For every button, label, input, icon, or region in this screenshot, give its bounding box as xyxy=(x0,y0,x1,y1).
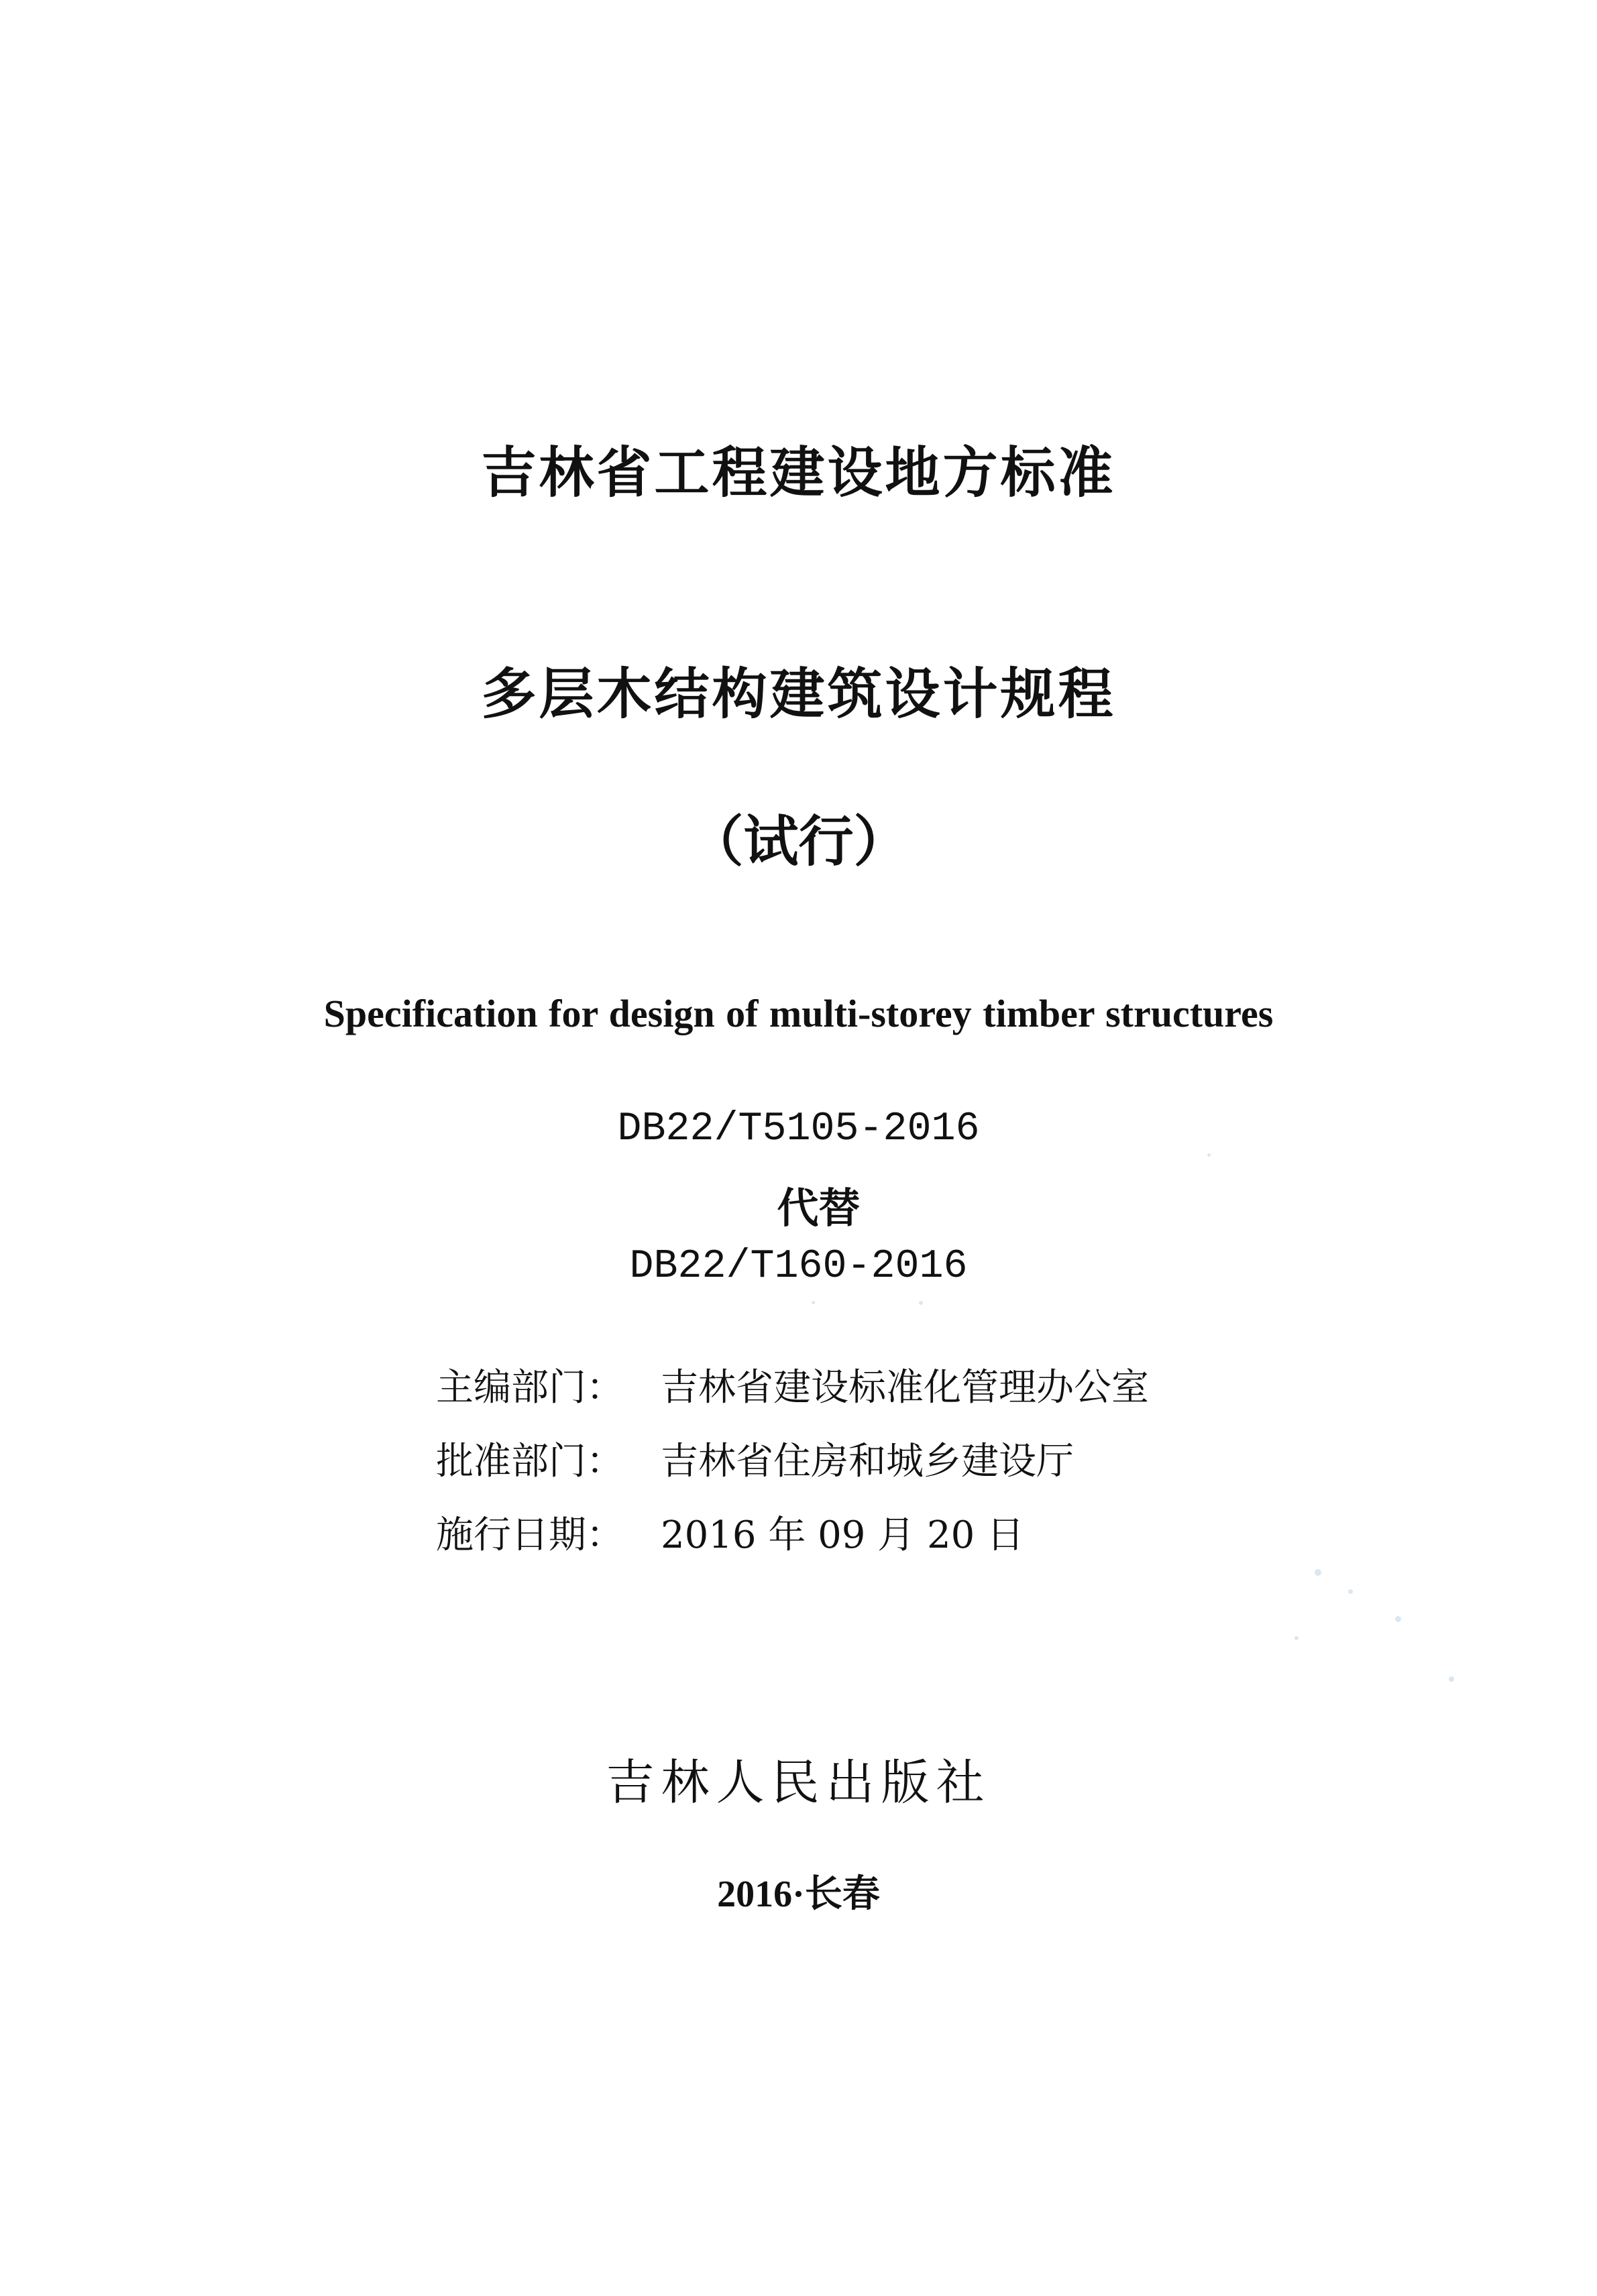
scan-speck xyxy=(812,1301,815,1304)
info-value: 吉林省建设标准化管理办公室 xyxy=(661,1366,1149,1410)
trial-status-label: （试行） xyxy=(688,810,909,874)
info-value: 吉林省住房和城乡建设厅 xyxy=(661,1440,1074,1483)
scan-speck xyxy=(919,1301,923,1305)
info-row-chief-editor xyxy=(436,1348,1149,1422)
scan-speck xyxy=(1348,1589,1353,1594)
replaced-standard-number: DB22/T160-2016 xyxy=(629,1244,968,1289)
scan-speck xyxy=(1449,1676,1454,1682)
standard-authority-heading: 吉林省工程建设地方标准 xyxy=(481,441,1116,505)
info-value: 2016 年 09 月 20 日 xyxy=(661,1513,1025,1557)
publisher-name: 吉林人民出版社 xyxy=(606,1754,991,1811)
info-label: 施行日期： xyxy=(436,1513,624,1557)
publication-info xyxy=(436,1348,1149,1569)
document-title: 多层木结构建筑设计规程 xyxy=(481,663,1116,726)
publication-year-place: 2016·长春 xyxy=(717,1874,880,1915)
scan-speck xyxy=(1395,1616,1401,1622)
info-label: 主编部门： xyxy=(436,1366,624,1410)
english-title: Specification for design of multi-storey timber structures xyxy=(323,992,1274,1035)
scan-speck xyxy=(1295,1636,1299,1640)
info-label: 批准部门： xyxy=(436,1440,624,1483)
scan-speck xyxy=(1315,1569,1321,1576)
replaces-label: 代替 xyxy=(777,1184,861,1232)
info-row-effective-date xyxy=(436,1495,1149,1569)
standard-number: DB22/T5105-2016 xyxy=(617,1106,980,1152)
info-row-approval xyxy=(436,1422,1149,1495)
scan-speck xyxy=(1207,1153,1211,1157)
